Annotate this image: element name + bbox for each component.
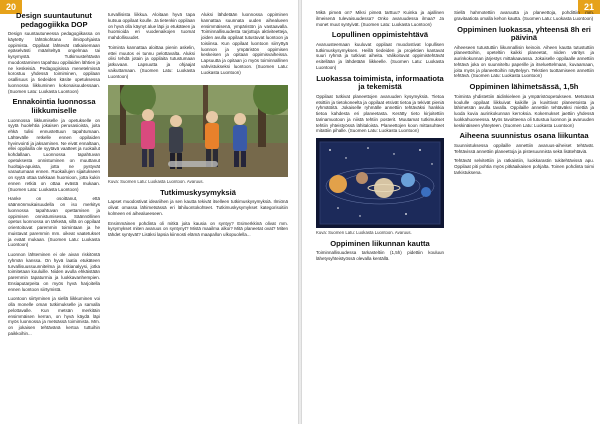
- paragraph: Hanke on osoittanut, että säännönmukaisuudella on iso merkitys luonnossa tapahtuvan opettamisen ja oppimisen onnistumisessa. Säännöllinen opetus luonnossa on tärkeää, sillä on oppilaat orientoituvat paremmin toimintaan ja he muistavat paremmin mm. oikeat vaatetukset ja eväät mukaan. (Suomen Latu: Luokasta Luontoon): [8, 196, 100, 248]
- paragraph: Oppilaat tutkivat planeettojen avaruuden kysymyksiä. Tietoa etsittiin ja tietokoneelta ja oppilaat etsivät tietoa ja tekivät pieniä ryhmätöitä. Jokaiselle ryhmälle annettiin tehtäväksi hankkia tietoa kahdesta eri planeetasta. Kerätty tieto kirjoitettiin tarinamuotoon ja niistä tehtiin posterit. Muutamat tutkimukset tehtiin yhteistyössä lähitaloista. Planeettojen koon mittasuhteet mitattiin pihalle. (Suomen Latu: Luokasta Luontoon): [316, 93, 444, 134]
- heading-classroom-work: Luokassa toimimista, informaatiota ja tekemistä: [316, 73, 444, 92]
- planets-photo-caption: Kuva: Suomen Latu: Luokasta Luontoon. Avaruus.: [316, 230, 412, 236]
- page-number-left: 20: [0, 0, 22, 14]
- heading-anticipation: Ennakointia luonnossa liikkumiselle: [12, 97, 96, 116]
- paragraph: Design suuntautuneessa pedagogiikassa on käytetty lähtökohtana ilmiöpohjaista oppimista. Oppilaat lähtevät ratkaisemaan epäselvästi määriteltyä ongelmaa tai kysymystä. Tutkimustehtävän muodostaminen tapahtuu oppilaiden lähtien ja ne keskeisiä. Pedagogisissa menetelmissä korostuu yhdessä toimiminen, oppilaan osallisuus ja tiedeiden käsite opetuksessa luonnossa liikkuminen kokonaisuudessaan. (Suomen Latu: Luokasta Luontoon): [8, 31, 100, 94]
- planets-photo: [316, 138, 444, 228]
- kids-photo: [108, 85, 288, 177]
- left-page: [0, 0, 298, 424]
- paragraph: Luonnossa liikkumiselle ja opetukselle on syytä huolehtia jokaisen perusasioista, joita ehkä tulisi ennustettuun tapahtumaan. Lähtevälle retkelle ennen oppilaiden hyvinvointi ja jaksaminen. Ne eivät ennaltaan, ellei oppilailla ole syytävä vaatteet ja ruokailut kohdallaan. Luonnossa tapahtuvan opetuksesta onnistuminen on muuttanut huoltaja-apuista, jotta ne pystyvät varautumaan ennen. Ruokailujen sijaitukseen on syytä ottaa tarkkaan huomioon, jotta kukin ennen retkiä on ottaa evästä mukaan. (Suomen Latu: Luokasta Luontoon): [8, 117, 100, 192]
- paragraph: Aluksi lähdetään luonnossa oppiminen kannattaa suunnata uuden aihealueen ensimmäisenä, ympäristön ja vastaavalla. Toiminnallisuudesta tarjottuja aktiviteetteja, joiden avulla oppilaat tutustuvat luontoon ja toisiinsa. Kun oppilaat luontoon siirryttyä luonnon ja ympäristön oppimisen keskeisen ja opitaan oppimisvaiheissa. Lapsuutta ja opitaan jo myös toiminnallinen vahvistukseksi luontoon. (Suomen Latu: Luokasta Luontoon): [201, 12, 288, 75]
- heading-classroom-8h: Oppiminen luokassa, yhteensä 8h eri päivinä: [457, 24, 591, 43]
- heading-design-pedagogy: Design suuntautunut pedagogiikka DOP: [16, 11, 92, 29]
- paragraph: Mikä pimeä on? Miksi pimeä tarttuu? Kuinka ja ajallinen ilmeisenä tulevaisuudessa? Onko avaruudessa ilmaa? Ja monet muut syntyivät. (Suomen Latu: Luokasta Luontoon): [316, 10, 444, 27]
- left-column-1: [8, 12, 100, 341]
- heading-orienteering: Aiheena suunnistus osana liikuntaa: [459, 131, 589, 141]
- right-page: [302, 0, 600, 424]
- paragraph: Toiminnallisuudessa tarkasteltiin (1,5h) pidettiin kouluun lähetysyhteistyössä olevalla kentällä.: [316, 250, 444, 261]
- paragraph: Toiminta yhdistettiin äidinkieleen ja ympäristöopetukseen. Metsässä koululle oppilaat liikkuivat kaikille ja kuvittivat planeetoista ja lähimetsän avulla tavalla. Oppilaille annettiin tehtäväksi miettiä ja luoda kuvia aurinkokunnan kerroksia. Kokemukset jaettiin yhdessä luokkahuoneessa. Myös tavoitteena oli tutustua luonnon ja avaruuden keskinäiseen yhteyteen. (Suomen Latu: Luokasta Luontoon): [454, 93, 594, 128]
- paragraph: Toiminta kannattaa aloittaa pienin askelin, ettei muutos ei tunnu pelottavalta. Aluksi olisi tehdä jotain ja oppilaita tutustumaan jatkuvaan. Lapsuutta ja ohjaajat vaikuttamaan. (Suomen Latu: Luokasta Luontoon): [108, 44, 195, 79]
- paragraph: Siellä hahmotettiin avaruutta ja planeettoja, pohdittiin mm. gravitaatiota omalla kehon kautta. (Suomen Latu: Luokasta Luontoon): [454, 10, 594, 21]
- paragraph: Ensimmäinen pohdinta oli mitkä joita kausia on syntyy? Esimerkkinä olivat mm. kysymykset miten avaruus on syntynyt? Mistä maailma alkoi? Mitä planeetat ovat? Miten tähdet syntyvät? Lisäksi lapsia kiinnosti elämä maapallon ulkopuolella...: [108, 220, 288, 238]
- paragraph: Luonnon lähteminen ei ole aivan riskitöntä ryhmän kanssa. On hyvä laatia etukäteen turvallisuussuunnitelma ja riskianalyysi, jotka toimitetaan kouluille. Niiden avulla ehkäistään paremmin tapaturmia ja luokkavanhempien. Ensiaputarpeita on myös hyvä harjoitella ennen luontoon siirtymistä.: [8, 252, 100, 292]
- paragraph: turvallisista liikkua. Aloitaan hyvä tapa kutsua oppilaat koulle. Ja tietenkin oppilaan on hyvä olla käynyt alue läpi jo etukäteen ja huomioida eri vuodenaikojen tuomat mahdollisuudet.: [108, 12, 195, 40]
- kids-outdoor-photo: [108, 85, 288, 177]
- paragraph: Lapset muodostivat ideariihen ja sen kautta tekivät itselleen tutkimuskysymyksiä. Ilmiönä olivat omassa lähimetsässä eri lähiluontokohteet. Tutkimuskysymykset kategorisoitiin kolmeen eri aihealueeseen.: [108, 199, 288, 216]
- heading-final-task: Lopullinen oppimistehtävä: [331, 30, 429, 40]
- heading-learning-through-exercise: Oppiminen liikunnan kautta: [330, 238, 430, 248]
- kids-photo-caption: Kuva: Suomen Latu: Luokasta Luontoon. Avaruus.: [108, 179, 204, 185]
- paragraph: Suunnistuksessa oppilaille annettiin avaruus-aiheiset tehtävät. Tehtävissä annettiin planeettoja ja pistesuunnista sekä lisätehtäviä.: [454, 142, 594, 154]
- right-column-2: [454, 10, 594, 180]
- paragraph: Tehtävät selvitettiin ja ratkaistiin, luokkarastin tukitehtävissä apu. Oppilaat piti pohtia myös pitkäaikaisen pohjalta. Toinen pohdinta toimi tarkistuksena.: [454, 158, 594, 175]
- heading-research-questions: Tutkimuskysymyksiä: [160, 187, 236, 197]
- paragraph: Avaruusteemaan kuuluvat oppilaat muodostivat lopullisen tutkimuskysymyksen. Heillä tiedeiden ja projektien kantavat suuri ryhmä ja tutkivat aiheita. Valikoituvat oppimistehtävät esitellään ja lähdetään liikkeelle. (Suomen Latu: Luokasta Luontoon): [316, 41, 444, 70]
- heading-nearby-forest: Oppiminen lähimetsässä, 1,5h: [469, 82, 579, 92]
- planets-poster-photo: [316, 138, 444, 228]
- left-column-2: [108, 12, 288, 242]
- right-column-1: [316, 10, 444, 266]
- paragraph: Luontoon siirtyminen ja siellä liikkuminen voi olla monelle oman tutkimukselle ja samalla pelottavalle. Kun metsän merkitäin ensimmäisen kerran, on hyvä käydä läpi myös luonnossa ja metsässä toimimista. Mm. on jokaisen tehtävänä kertoa tuttuihin paikkoihin...: [8, 296, 100, 336]
- paragraph: Aiheeseen tutustuttiin liikunnallisin keinoin. Aiheen kautta tutustuttiin planeettoihin, opeteltiin kaikki planeetat, niiden väritys ja aurinkokunnan järjestys mittakaavassa. Jokaiselle oppilaalle annettiin tehtävä joka on suunniteltu paperille ja itseluettelmaan, kuvaamaan, joita myös ja planeettoihin näyttelyyn. Tekstien tuottamiseen annettiin tehtävä. (Suomen Latu: Luokasta Luontoon): [454, 44, 594, 79]
- page-number-right: 21: [578, 0, 600, 14]
